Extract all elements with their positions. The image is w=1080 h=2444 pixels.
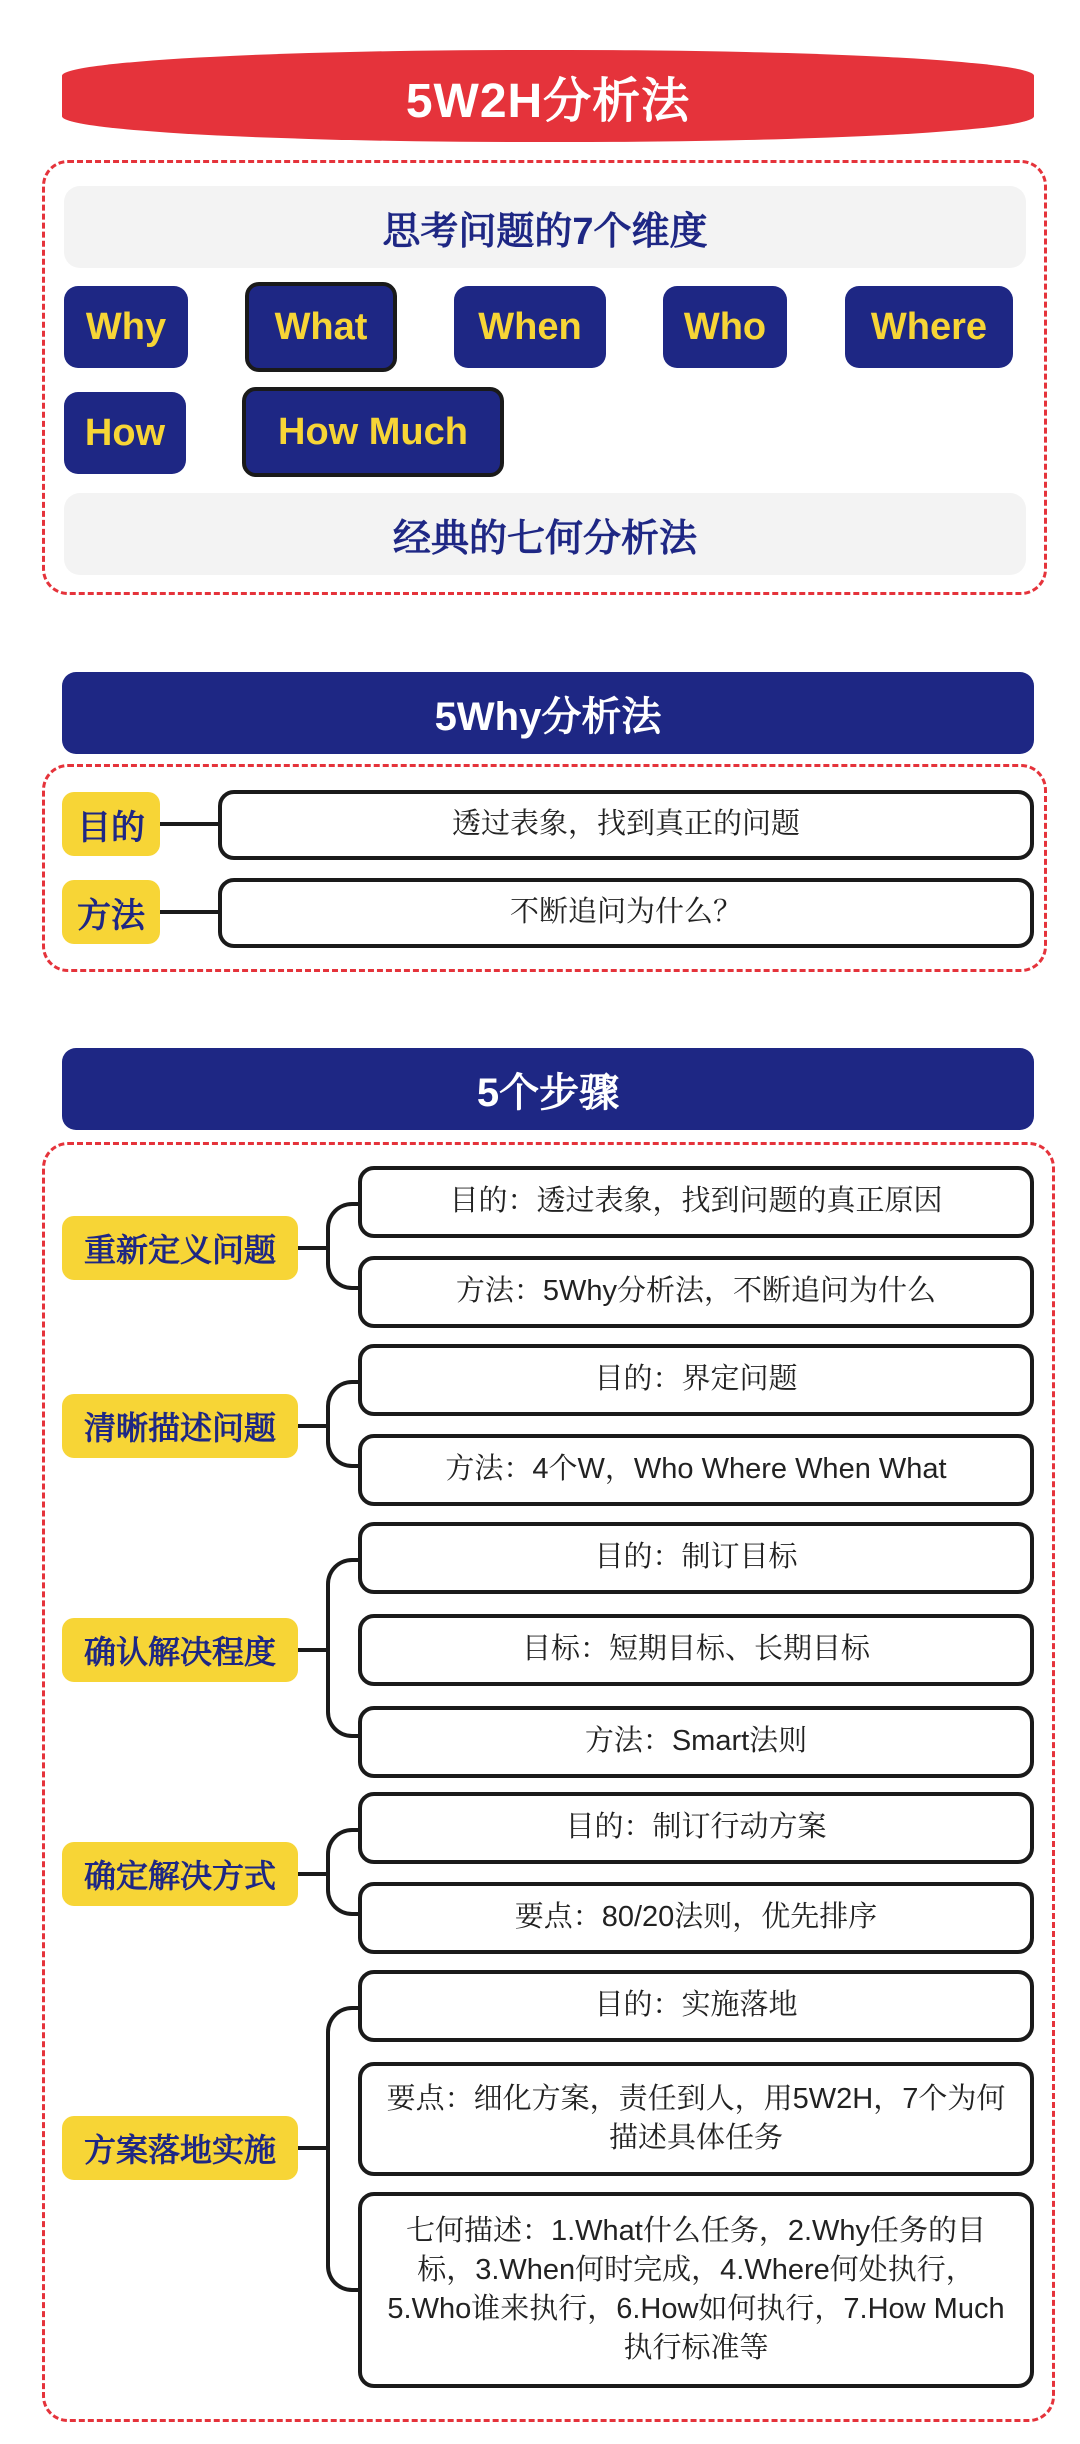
step-connector: [298, 2146, 328, 2150]
why5-connector: [160, 910, 218, 914]
step-detail: 七何描述：1.What什么任务，2.Why任务的目标，3.When何时完成，4.Where何处执行，5.Who谁来执行，6.How如何执行，7.How Much执行标准等: [358, 2192, 1034, 2388]
step-detail: 方法：5Why分析法，不断追问为什么: [358, 1256, 1034, 1328]
why5-title: 5Why分析法: [62, 672, 1034, 754]
why5-tag-method: 方法: [62, 880, 160, 944]
steps-title: 5个步骤: [62, 1048, 1034, 1130]
step-connector: [298, 1872, 328, 1876]
chip-what: What: [245, 282, 397, 372]
why5-method-box: 不断追问为什么？: [218, 878, 1034, 948]
step-detail: 目的：实施落地: [358, 1970, 1034, 2042]
w2h-title: 5W2H分析法: [62, 50, 1034, 142]
step-detail: 目标：短期目标、长期目标: [358, 1614, 1034, 1686]
step-connector: [298, 1246, 328, 1250]
step-bracket: [326, 1202, 360, 1290]
step-bracket: [326, 1558, 360, 1738]
w2h-footer: 经典的七何分析法: [64, 493, 1026, 575]
chip-when: When: [454, 286, 606, 368]
step-bracket: [326, 1380, 360, 1468]
step-label: 清晰描述问题: [62, 1394, 298, 1458]
step-label: 确定解决方式: [62, 1842, 298, 1906]
step-label: 重新定义问题: [62, 1216, 298, 1280]
step-bracket: [326, 2006, 360, 2292]
step-connector: [298, 1648, 328, 1652]
step-detail: 要点：细化方案，责任到人，用5W2H，7个为何描述具体任务: [358, 2062, 1034, 2176]
step-detail: 要点：80/20法则，优先排序: [358, 1882, 1034, 1954]
step-connector: [298, 1424, 328, 1428]
step-label: 方案落地实施: [62, 2116, 298, 2180]
why5-connector: [160, 822, 218, 826]
step-detail: 目的：制订行动方案: [358, 1792, 1034, 1864]
why5-purpose-box: 透过表象，找到真正的问题: [218, 790, 1034, 860]
step-detail: 方法：Smart法则: [358, 1706, 1034, 1778]
why5-tag-purpose: 目的: [62, 792, 160, 856]
chip-who: Who: [663, 286, 787, 368]
chip-how-much: How Much: [242, 387, 504, 477]
step-bracket: [326, 1828, 360, 1916]
step-detail: 目的：界定问题: [358, 1344, 1034, 1416]
chip-how: How: [64, 392, 186, 474]
w2h-subtitle: 思考问题的7个维度: [64, 186, 1026, 268]
step-detail: 目的：透过表象，找到问题的真正原因: [358, 1166, 1034, 1238]
chip-where: Where: [845, 286, 1013, 368]
step-label: 确认解决程度: [62, 1618, 298, 1682]
step-detail: 方法：4个W，Who Where When What: [358, 1434, 1034, 1506]
chip-why: Why: [64, 286, 188, 368]
step-detail: 目的：制订目标: [358, 1522, 1034, 1594]
